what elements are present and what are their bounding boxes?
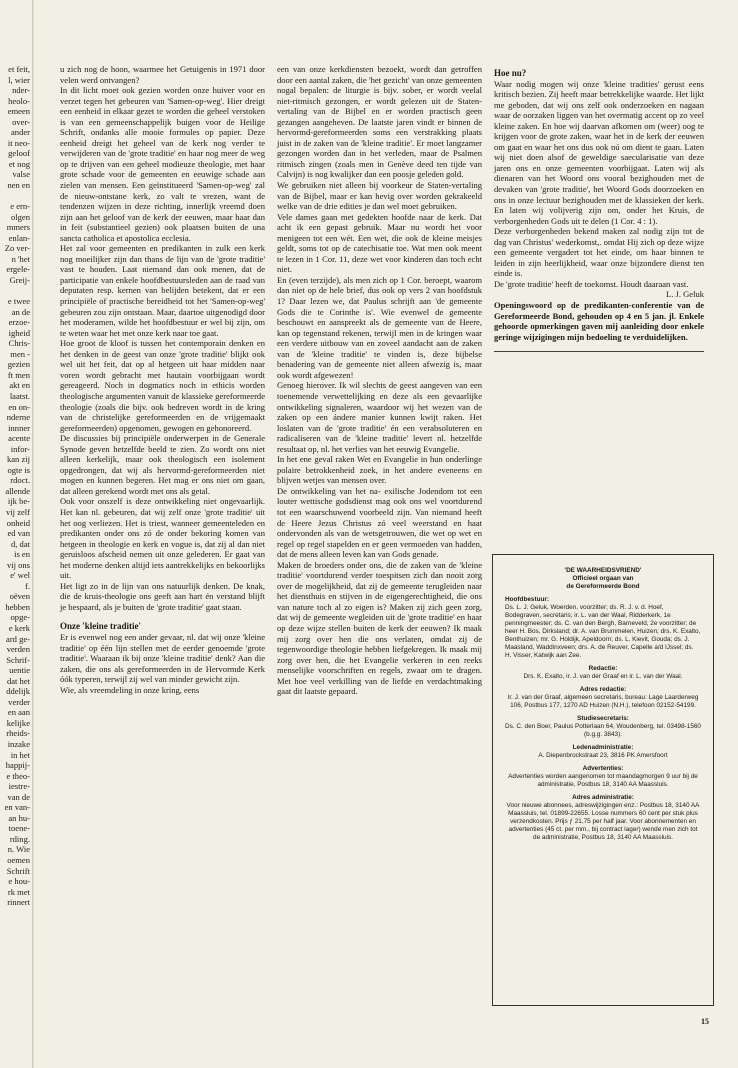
colophon-subtitle: de Gereformeerde Bond: [566, 583, 640, 590]
colophon-section-head: Ledenadministratie:: [572, 744, 634, 751]
col2-para: Vele dames gaan met gedekten hoofde naar de kerk. Dat acht ik een gepast gebruik. Maar nu wordt het voor menigeen tot een wét. Een wet, die ook de kleine meisjes geldt, soms tot op de catechisatie toe. Wat men ook meent te lezen in 1 Cor. 11, deze wet voor kinderen dan toch echt niet.: [277, 211, 482, 275]
left-fragment-line: verder: [8, 696, 30, 707]
colophon-section: [505, 794, 701, 842]
left-fragment-line: oëven: [9, 591, 30, 602]
colophon-section-body: A. Diepenbrockstraat 23, 3816 PK Amersfoort: [538, 752, 668, 759]
left-fragment-line: en on-: [8, 401, 30, 412]
left-fragment-line: olgen: [11, 211, 30, 222]
col1-para: Er is evenwel nog een ander gevaar, nl. dat wij onze 'kleine traditie' op één lijn stellen met de eerder genoemde 'grote traditie'. Waaraan ik bij onze 'kleine traditie' denk? Aan die zaken, die ons als gereformeerden in de Hervormde Kerk óók typeren, terwijl zij wel van minder gewicht zijn.: [60, 631, 265, 685]
left-fragment-line: [0, 191, 30, 202]
colophon-section: [505, 686, 701, 710]
left-fragment-line: acente: [8, 433, 30, 444]
left-fragment-line: et feit,: [8, 64, 30, 74]
colophon-section: [505, 665, 701, 681]
colophon-section-head: Advertenties:: [582, 765, 624, 772]
colophon-box: [492, 554, 714, 1006]
left-fragment-line: geloof: [8, 148, 30, 159]
left-fragment-line: verden: [6, 644, 30, 655]
col2-para: Maken de broeders onder ons, die de zaken van de 'kleine traditie' voortdurend verder toespitsen zich dan nooit zorg over de mogelijkheid, dat zij de gemeente terugleiden naar het diensthuis en stijven in de eigengerechtigheid, die ons van nature toch al zo eigen is? Maken zij zich geen zorg, dat wij de gemeente wegleiden uit de 'grote traditie' en haar op deze wijze stellen buiten de kerk der eeuwen? Ik maak mij zorg over hen die ons verlaten, omdat zij de tegenwoordige theologie hebben liefgekregen. Ik maak mij zorg over hen, die het Evangelie verkeren in een reeks menselijke voorschriften en regels, zwaar om te dragen. Met hoe veel verkilling van de liefde en verdachtmaking gaat dit laatste gepaard.: [277, 559, 482, 697]
left-fragment-line: inzake: [7, 739, 30, 749]
colophon-subtitle: Officieel orgaan van: [572, 575, 634, 582]
left-fragment-line: rdoct.: [10, 475, 30, 486]
col2-para: een van onze kerkdiensten bezoekt, wordt dan getroffen door een aantal zaken, die 'het gezicht' van onze gemeenten nogal bepalen: de liturgie is bijv. sober, er wordt veelal niet-ritmisch gezongen, er wordt gelezen uit de Staten-vertaling van de Bijbel en er worden practisch geen gezangen aangeheven. De laatste jaren vindt er binnen de hervormd-gereformeerden soms een verstrakking plaats juist in de zaken van de 'kleine traditie'. Er moet langzamer gezongen worden dan in het verleden, maar de Psalmen ritmisch zingen (zoals men in Genève deed ten tijde van Calvijn) is nog kwalijker dan een poosje geleden gold.: [277, 64, 482, 180]
left-page-fragments: [0, 64, 30, 908]
colophon-section: [505, 744, 701, 760]
col1-para: u zich nog de hoon, waarmee het Getuigenis in 1971 door velen werd ontvangen?: [60, 64, 265, 85]
left-fragment-line: emeen: [7, 106, 30, 117]
colophon-title: 'DE WAARHEIDSVRIEND': [564, 567, 642, 574]
left-fragment-line: en aan: [7, 707, 30, 718]
page-number: 15: [701, 1017, 709, 1026]
left-fragment-line: men -: [10, 348, 30, 359]
colophon-section-body: Advertenties worden aangenomen tot maandagmorgen 9 uur bij de administratie, Postbus 18, 3140 AA Maassluis.: [508, 773, 698, 788]
left-fragment-line: an de: [11, 306, 30, 317]
left-fragment-line: rding.: [9, 833, 30, 844]
col1-para: Het ligt zo in de lijn van ons natuurlijk denken. De knak, die de kruis-theologie ons geeft aan hart én verstand blijft je bespaard, als je buiten de 'grote traditie' gaat staan.: [60, 580, 265, 612]
left-fragment-line: is en: [14, 549, 30, 560]
col1-para: Ook voor onszelf is deze ontwikkeling niet ongevaarlijk. Het kan nl. gebeuren, dat wij zelf onze 'grote traditie' uit het oog verliezen. Het is triest, wanneer gemeenteleden en predikanten onder ons zó de onder bekoring komen van hetgeen in theologie en kerk en vogue is, dat zij al dan niet geruisloos afscheid nemen uit onze gelederen. Er gaat van het moderne denken altijd iets aantrekkelijks en bekoorlijks uit.: [60, 496, 265, 581]
left-fragment-line: infor-: [10, 443, 30, 454]
left-fragment-line: uentie: [9, 665, 30, 676]
left-fragment-line: e' wel: [10, 570, 30, 581]
section-heading: Onze 'kleine traditie': [60, 621, 141, 632]
col1-para: Hoe groot de kloof is tussen het contemporain denken en het denken in de geest van onze 'grote traditie' blijkt ook wel uit het feit, dat op al hetgeen uit haar midden naar voren wordt gebracht met hautain voorbijgaan wordt gereageerd. Noch in dogmatics noch in ethicis worden theologische argumenten vanuit de klassieke gereformeerde theologie (zoals die bijv. ook bedreven wordt in de kring van de christelijke gereformeerden en de vrijgemaakt gereformeerden) opgenomen, gewogen en gehonoreerd.: [60, 338, 265, 433]
left-fragment-line: iestre-: [8, 781, 30, 792]
colophon-section-body: Ir. J. van der Graaf, algemeen secretaris, bureau: Lage Laarderweg 106, Postbus 177, 1270 AD Huizen (N.H.), telefoon 02152-54199.: [507, 694, 699, 709]
col3-para: Waar nodig mogen wij onze 'kleine tradities' gerust eens kritisch bezien. Zij heeft maar betrekkelijke waarde. Het lijkt me geboden, dat wij ons zelf ook onderzoeken en nagaan waar de oorzaken liggen van het overmatig accent op zo veel kleine zaken. En hoe wij daarvan afkomen om (weer) oog te krijgen voor de grote zaken, waar het in de kerk der eeuwen om gaat en waar het ons dus ook nú om dient te gaan. Laten wij niet doen alsof de geweldige saecularisatie van deze jaren ons en onze gemeenten voorbijgaat. Laten wij als dienaren van het Woord ons vooral bezighouden met de devaken van 'grote traditie', het Woord Gods doorzoeken en ons in onze lectuur bezighouden met de klassieken der kerk. En laten wij volijverig zijn om, onder het Kruis, de verborgenheden Gods uit te delen (1 Cor. 4 : 1).: [494, 78, 704, 226]
left-fragment-line: en van-: [4, 802, 30, 813]
left-fragment-line: igheid: [8, 327, 30, 338]
left-fragment-line: opge-: [10, 612, 30, 623]
left-fragment-line: Schrif-: [6, 654, 30, 665]
left-fragment-line: innner: [8, 422, 30, 433]
page-fold-shadow: [32, 0, 34, 1068]
left-fragment-line: in het: [10, 749, 30, 760]
author-signature: L. J. Geluk: [666, 289, 704, 300]
colophon-section-head: Adres redactie:: [579, 686, 627, 693]
left-fragment-line: rheids-: [6, 728, 30, 739]
left-fragment-line: ergele-: [6, 264, 30, 275]
colophon-section-head: Studiesecretaris:: [577, 715, 629, 722]
left-fragment-line: et nog: [8, 158, 30, 169]
col3-para: Deze verborgenheden bekend maken zal nodig zijn tot de dag van Christus' wederkomst,. omdat Hij zich op deze wijze een gemeente vergadert tot het einde, om haar binnen te leiden in zijn heerlijkheid, waar onze bijzondere dienst ten einde is.: [494, 226, 704, 279]
left-fragment-line: n 'het: [11, 253, 30, 264]
divider: [494, 351, 704, 352]
left-fragment-line: Greij-: [9, 274, 30, 285]
colophon-section: [505, 765, 701, 789]
left-fragment-line: toene-: [8, 823, 30, 834]
left-fragment-line: e hou-: [8, 876, 30, 887]
left-fragment-line: ed van: [7, 528, 30, 539]
colophon-section-body: Ds. L. J. Geluk, Woerden, voorzitter; ds. R. J. v. d. Hoef, Bodegraven, secretaris; ir. L. van der Waal, Ridderkerk, 1e penningmeester; ds. C. van den Bergh, Barneveld, 2e voorzitter; de heer H. Bos, Dirksland; dr. A. van Brummelen, Huizen; drs. K. Exalto, Benthuizen; mr. G. Holdijk, Apeldoorn; ds. L. Kievit, Gouda; ds. J. Maasland, Waddinxveen; drs. A. de Reuver, Capelle a/d IJssel; ds. H. Visser, Katwijk aan Zee.: [505, 604, 701, 659]
colophon-section-body: Voor nieuwe abonnees, adreswijzigingen enz.: Postbus 18, 3140 AA Maassluis, tel. 01899-22655. Losse nummers 60 cent per stuk plus verzendkosten. Prijs ƒ 21,75 per half jaar. Voor abonnementen en advertenties (45 ct. per mm., bij contract lager) wende men zich tot de administratie, Postbus 18, 3140 AA Maassluis.: [506, 802, 700, 841]
left-fragment-line: e kerk: [8, 622, 30, 633]
column-1: [60, 64, 265, 695]
left-fragment-line: f.: [25, 580, 30, 591]
left-fragment-line: gezien: [7, 359, 30, 370]
left-fragment-line: vij ons: [6, 559, 30, 570]
left-fragment-line: happij-: [5, 760, 30, 771]
left-fragment-line: heolo-: [8, 95, 30, 106]
left-fragment-line: enlan-: [8, 232, 30, 243]
left-fragment-line: ijk be-: [7, 496, 30, 507]
left-fragment-line: dat het: [6, 675, 30, 686]
left-fragment-line: e ern-: [10, 201, 30, 212]
col2-para: We gebruiken niet alleen bij voorkeur de Staten-vertaling van de Bijbel, maar er kan hevig over worden gekrakeeld welke van de drie edities je dan wel moet gebruiken.: [277, 180, 482, 212]
left-fragment-line: erzoe-: [8, 317, 30, 328]
colophon-section-head: Adres administratie:: [572, 794, 634, 801]
col3-para: De 'grote traditie' heeft de toekomst. Houdt daaraan vast.: [494, 278, 689, 289]
left-fragment-line: valse: [12, 169, 30, 180]
footnote: Openingswoord op de predikanten-conferentie van de Gereformeerde Bond, gehouden op 4 en 5 jan. jl. Enkele gehoorde opmerkingen gaven mij aanleiding door enkele geringe wijzigingen mijn bedoeling te verduidelijken.: [494, 300, 704, 342]
colophon-section-head: Hoofdbestuur:: [505, 596, 550, 603]
left-fragment-line: kelijke: [6, 717, 30, 728]
left-fragment-line: e theo-: [6, 770, 30, 781]
left-fragment-line: ft men: [7, 369, 30, 380]
left-fragment-line: hebben: [5, 601, 30, 612]
colophon-sections: [505, 596, 701, 842]
left-fragment-line: van de: [7, 791, 30, 802]
left-fragment-line: kan zij: [6, 454, 30, 465]
left-fragment-line: Zo ver-: [4, 243, 30, 254]
left-fragment-line: mmers: [6, 222, 30, 233]
col1-para: In dit licht moet ook gezien worden onze huiver voor en verzet tegen het gebeuren van 'Samen-op-weg'. Hier dreigt een eenheid in elkaar gezet te worden die geheel verstoken is van een gemeenschappelijk buigen voor de Heilige Schrift, ondanks alle mooie formules op papier. Deze eenheid dreigt het geheel van de kerk nog verder te verwijderen van de 'grote traditie' en haar nog meer de weg op te drijven van een geheel modieuze theologie, met haar grote schade voor de gemeenten en eeuwige schade aan zielen van mensen. Een geïnstitueerd 'Samen-op-weg' zal de nieuw-ontstane kerk, zo valt te vrezen, want de tendenzen wijzen in deze richting, innerlijk vreemd doen zijn aan het geloof van de kerk der eeuwen, maar haar dan in feit (substantieel gezien) ook plaatsen buiten de una sancta catholica et apostolica ecclesia.: [60, 85, 265, 243]
colophon-section-head: Redactie:: [588, 665, 618, 672]
left-fragment-line: rinnert: [7, 897, 30, 908]
left-fragment-line: d, dat: [11, 538, 30, 549]
left-fragment-line: it neo-: [7, 137, 30, 148]
left-fragment-line: vij zelf: [6, 506, 30, 517]
left-fragment-line: nder-: [12, 85, 30, 96]
left-fragment-line: onheid: [6, 517, 30, 528]
colophon-section-body: Drs. K. Exalto, ir. J. van der Graaf en ir. L. van der Waal.: [523, 673, 683, 680]
colophon-section: [505, 715, 701, 739]
left-fragment-line: laatst.: [9, 390, 30, 401]
col1-para: Het zal voor gemeenten en predikanten in zulk een kerk nog moeilijker zijn dan thans de lijn van de 'grote traditie' vast te houden. Laat niemand dan ook menen, dat de participatie van enkele hoofdbestuursleden aan de raad van deputaten resp. kernen van belijden betekent, dat er een principiële of practische bereidheid tot het 'Samen-op-weg' gebeuren zou zijn ontstaan. Maar, daartoe uitgenodigd door het moderamen, wilde het hoofdbestuur er wel bij zijn, om te weten waar het met onze kerk naar toe gaat.: [60, 243, 265, 338]
left-fragment-line: oemen: [7, 855, 30, 866]
left-fragment-line: n. Wie: [7, 844, 30, 855]
left-fragment-line: nen en: [7, 180, 30, 191]
column-3: [494, 68, 704, 361]
colophon-section: [505, 596, 701, 660]
column-2: [277, 64, 482, 697]
left-fragment-line: [0, 285, 30, 296]
col2-para: Genoeg hierover. Ik wil slechts de geest aangeven van een toenemende verwettelijking en deze als een gevaarlijke ontwikkeling signaleren, waardoor wij het wezen van de zaken op een ándere manier kunnen kwijt raken. Het loslaten van de 'grote traditie' én een verabsoluteren en radicaliseren van de 'kleine traditie' levert nl. hetzelfde resultaat op, nl. het verlies van het eeuwig Evangelie.: [277, 380, 482, 454]
left-fragment-line: akt en: [9, 380, 30, 391]
col2-para: In het ene geval raken Wet en Evangelie in hun onderlinge polaire betrokkenheid zoek, in het andere eveneens en blijven wetjes van mensen over.: [277, 454, 482, 486]
left-fragment-line: ogte is: [7, 464, 30, 475]
left-fragment-line: ander: [11, 127, 30, 138]
col1-para: De discussies bij principiële onderwerpen in de Generale Synode geven hetzelfde beeld te zien. Zo wordt ons niet alleen kerkelijk, maar ook theologisch een isolement opgedrongen, dat wij als hervormd-gereformeerden niet mogen en kunnen begeren. Het mag er ons niet om gaan, dat alleen gerekend wordt met ons als getal.: [60, 433, 265, 496]
left-fragment-line: over-: [12, 116, 30, 127]
left-fragment-line: Chris-: [8, 338, 30, 349]
colophon-section-body: Ds. C. den Boer, Paulus Potterlaan 64, Woudenberg, tel. 03498-1560 (b.g.g. 3843).: [505, 723, 701, 738]
left-fragment-line: l, wier: [8, 74, 30, 85]
col1-para: Wie, als vreemdeling in onze kring, eens: [60, 684, 200, 695]
left-fragment-line: allende: [5, 485, 30, 496]
left-fragment-line: Schrift: [6, 865, 30, 876]
col2-para: De ontwikkeling van het na- exilische Jodendom tot een louter wettische godsdienst mag ook ons wel voortdurend tot een waarschuwend voorbeeld zijn. Van niemand heeft de Heere Jezus Christus zó veel weerstand en haat ondervonden als van de wetsgetrouwen, die wet op wet en regel op regel stapelden en er geen vermoeden van hadden, dat de mens alleen leven kan van Gods genade.: [277, 485, 482, 560]
left-fragment-line: rk met: [7, 886, 30, 897]
left-fragment-line: ard ge-: [6, 633, 30, 644]
col2-para: En (even terzijde), als men zich op 1 Cor. beroept, waarom dan niet op de hele brief, dus ook op vers 2 van hoofdstuk 1? Daar lezen we, dat Paulus schrijft aan 'de gemeente Gods die te Corinthe is'. Wie evenwel de gemeente beschouwt en aanspreekt als de gemeente van de Heere, kan op tegenstand rekenen, terwijl men in de kringen waar een verdere uitbouw van en zoveel aandacht aan de zaken van de 'kleine traditie' te vinden is, deze bijbelse benadering van de gemeente niet alleen afwezig is, maar ook wordt afgewezen!: [277, 274, 482, 380]
left-fragment-line: an hu-: [8, 812, 30, 823]
left-fragment-line: nderne: [6, 412, 30, 423]
left-fragment-line: e twee: [7, 296, 30, 307]
left-fragment-line: ddelijk: [6, 686, 30, 697]
section-heading: Hoe nu?: [494, 68, 527, 78]
